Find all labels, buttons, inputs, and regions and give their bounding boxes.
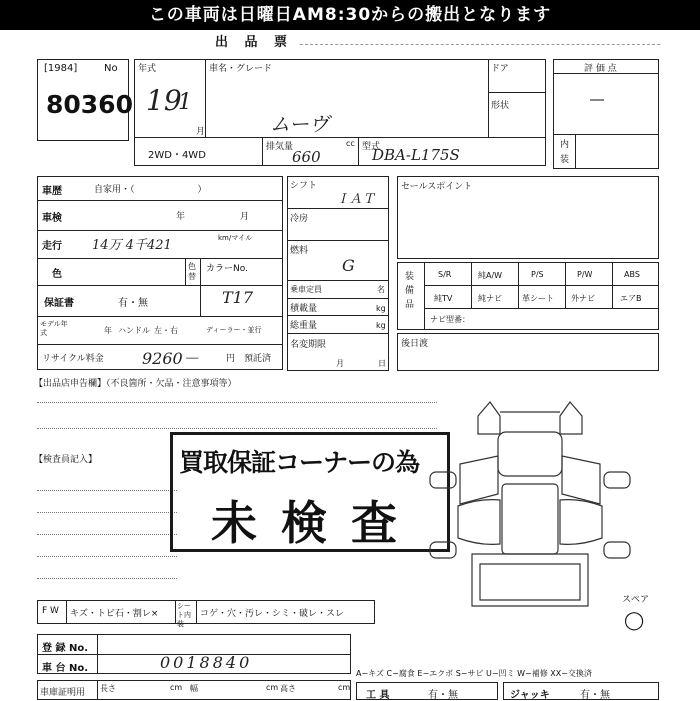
gross-label: 総重量 bbox=[290, 321, 318, 331]
cc-unit: cc bbox=[346, 139, 355, 148]
shape-label: 形状 bbox=[491, 101, 510, 111]
interior-label-1: 内 bbox=[560, 140, 570, 150]
notice-banner: この車両は日曜日AM8:30からの搬出となります bbox=[0, 0, 700, 30]
chassis-label: 車 台 No. bbox=[42, 663, 89, 674]
fuel-label: 燃料 bbox=[290, 246, 309, 256]
equipment-label: 装備品 bbox=[405, 272, 415, 310]
inspection-month: 月 bbox=[240, 212, 250, 222]
jack-label: ジャッキ bbox=[510, 690, 550, 701]
warranty-value: 有・無 bbox=[118, 298, 148, 309]
lot-year-tag: 1984 bbox=[47, 63, 74, 74]
recycle-unit: 円 bbox=[226, 354, 236, 364]
interior-label-2: 装 bbox=[560, 155, 570, 165]
equip-navi: 純ナビ bbox=[478, 294, 502, 303]
ac-label: 冷房 bbox=[290, 214, 309, 224]
history-value: 自家用・（ ） bbox=[94, 185, 207, 195]
year-value: 19 bbox=[146, 84, 182, 117]
sheet-title: 出 品 票 bbox=[215, 35, 294, 50]
drive-label: 2WD・4WD bbox=[148, 150, 206, 161]
car-name-value: ムーヴ bbox=[270, 112, 329, 136]
unchecked-stamp bbox=[170, 432, 450, 552]
fuel-value: G bbox=[342, 256, 355, 275]
equip-leather: 革シート bbox=[522, 294, 554, 303]
shift-label: シフト bbox=[290, 181, 318, 191]
equip-tv: 純TV bbox=[434, 294, 453, 303]
handle-label: ハンドル bbox=[118, 326, 150, 335]
fw-value: キズ・トビ石・割レ× bbox=[70, 609, 159, 619]
year-label: 年式 bbox=[138, 64, 157, 74]
capacity-unit: 名 bbox=[377, 285, 385, 294]
equip-aw: 純A/W bbox=[478, 271, 503, 280]
handle-value: 左・右 bbox=[154, 326, 178, 335]
equip-ext-navi: 外ナビ bbox=[571, 294, 595, 303]
name-grade-label: 車名・グレード bbox=[209, 64, 273, 74]
gross-unit: kg bbox=[376, 321, 386, 330]
month-value: 1 bbox=[178, 90, 192, 115]
door-label: ドア bbox=[491, 64, 509, 74]
color-label: 色 bbox=[52, 269, 62, 280]
cert-height-unit: cm bbox=[338, 683, 351, 692]
cert-length-unit: cm bbox=[170, 683, 183, 692]
model-year-label: モデル年式 bbox=[40, 320, 68, 337]
fw-label: F W bbox=[42, 606, 59, 616]
inspection-label: 車検 bbox=[42, 213, 62, 224]
shift-value: ＩＡＴ bbox=[336, 192, 376, 207]
seat-value: コゲ・穴・汚レ・シミ・破レ・スレ bbox=[200, 609, 345, 619]
mileage-value: 14万 4千421 bbox=[92, 238, 172, 253]
delivery-box bbox=[397, 333, 659, 371]
stamp-line-1: 買取保証コーナーの為 bbox=[179, 448, 420, 477]
sales-point-label: セールスポイント bbox=[401, 182, 473, 192]
lot-box: [1984] No 80360 bbox=[37, 59, 129, 141]
warranty-label: 保証書 bbox=[44, 298, 74, 309]
grade-label: 評 価 点 bbox=[584, 64, 617, 74]
lot-no-label: No bbox=[104, 63, 118, 74]
dealer-label: ディーラー・並行 bbox=[206, 326, 262, 334]
history-label: 車歴 bbox=[42, 186, 62, 197]
inspector-label: 【検査員記入】 bbox=[34, 455, 98, 465]
transfer-month: 月 bbox=[336, 359, 344, 368]
cert-width-label: 幅 bbox=[190, 684, 198, 693]
cert-height-label: 高さ bbox=[280, 684, 296, 693]
equip-ps: P/S bbox=[531, 270, 544, 279]
tools-value: 有・無 bbox=[428, 690, 458, 701]
navi-model-label: ナビ型番： bbox=[430, 315, 470, 324]
cert-length-label: 長さ bbox=[100, 684, 116, 693]
color-change-label: 色替 bbox=[188, 262, 196, 281]
mileage-label: 走行 bbox=[42, 241, 62, 252]
month-suffix: 月 bbox=[196, 127, 206, 137]
mileage-unit: km/マイル bbox=[218, 234, 253, 242]
equip-sr: S/R bbox=[438, 270, 452, 279]
lot-number: 80360 bbox=[46, 90, 133, 119]
recycle-status: 預託済 bbox=[244, 354, 272, 364]
damage-legend: A−キズ C−腐食 E−エクボ S−サビ U−凹ミ W−補修 XX−交換済 bbox=[356, 669, 592, 678]
cert-width-unit: cm bbox=[266, 683, 279, 692]
chassis-value: 0018840 bbox=[160, 653, 253, 672]
tools-label: 工 具 bbox=[366, 690, 390, 701]
color-no-label: カラーNo. bbox=[206, 264, 248, 274]
recycle-value: 9260－ bbox=[142, 349, 199, 368]
color-no-value: T17 bbox=[222, 288, 254, 307]
car-damage-diagram bbox=[420, 394, 660, 616]
registration-label: 登 録 No. bbox=[42, 643, 89, 654]
equip-abs: ABS bbox=[624, 270, 640, 279]
seat-label: シート内装 bbox=[177, 602, 191, 628]
inspection-year: 年 bbox=[176, 212, 186, 222]
title-rule bbox=[300, 44, 660, 45]
grade-value: ― bbox=[590, 92, 604, 108]
stamp-line-2: 未 検 査 bbox=[211, 496, 402, 550]
spare-tire-icon: ◯ bbox=[624, 610, 645, 631]
equip-airbag: エアB bbox=[620, 294, 642, 303]
displacement-value: 660 bbox=[292, 148, 321, 166]
spare-label: スペア bbox=[622, 595, 650, 605]
model-year-unit: 年 bbox=[104, 326, 112, 335]
load-label: 積載量 bbox=[290, 304, 318, 314]
model-value: DBA-L175S bbox=[372, 146, 460, 164]
jack-value: 有・無 bbox=[580, 690, 610, 701]
transfer-label: 名変期限 bbox=[290, 340, 327, 350]
delivery-label: 後日渡 bbox=[401, 339, 429, 349]
transfer-day: 日 bbox=[378, 359, 386, 368]
load-unit: kg bbox=[376, 304, 386, 313]
capacity-label: 乗車定員 bbox=[290, 285, 322, 294]
garage-cert-label: 車庫証明用 bbox=[40, 688, 86, 698]
displacement-label: 排気量 bbox=[266, 142, 294, 152]
model-label: 型式 bbox=[362, 142, 381, 152]
recycle-label: リサイクル料金 bbox=[42, 354, 104, 364]
equip-pw: P/W bbox=[577, 270, 593, 279]
dealer-notes-label: 【出品店申告欄】（不良箇所・欠品・注意事項等） bbox=[34, 379, 237, 389]
